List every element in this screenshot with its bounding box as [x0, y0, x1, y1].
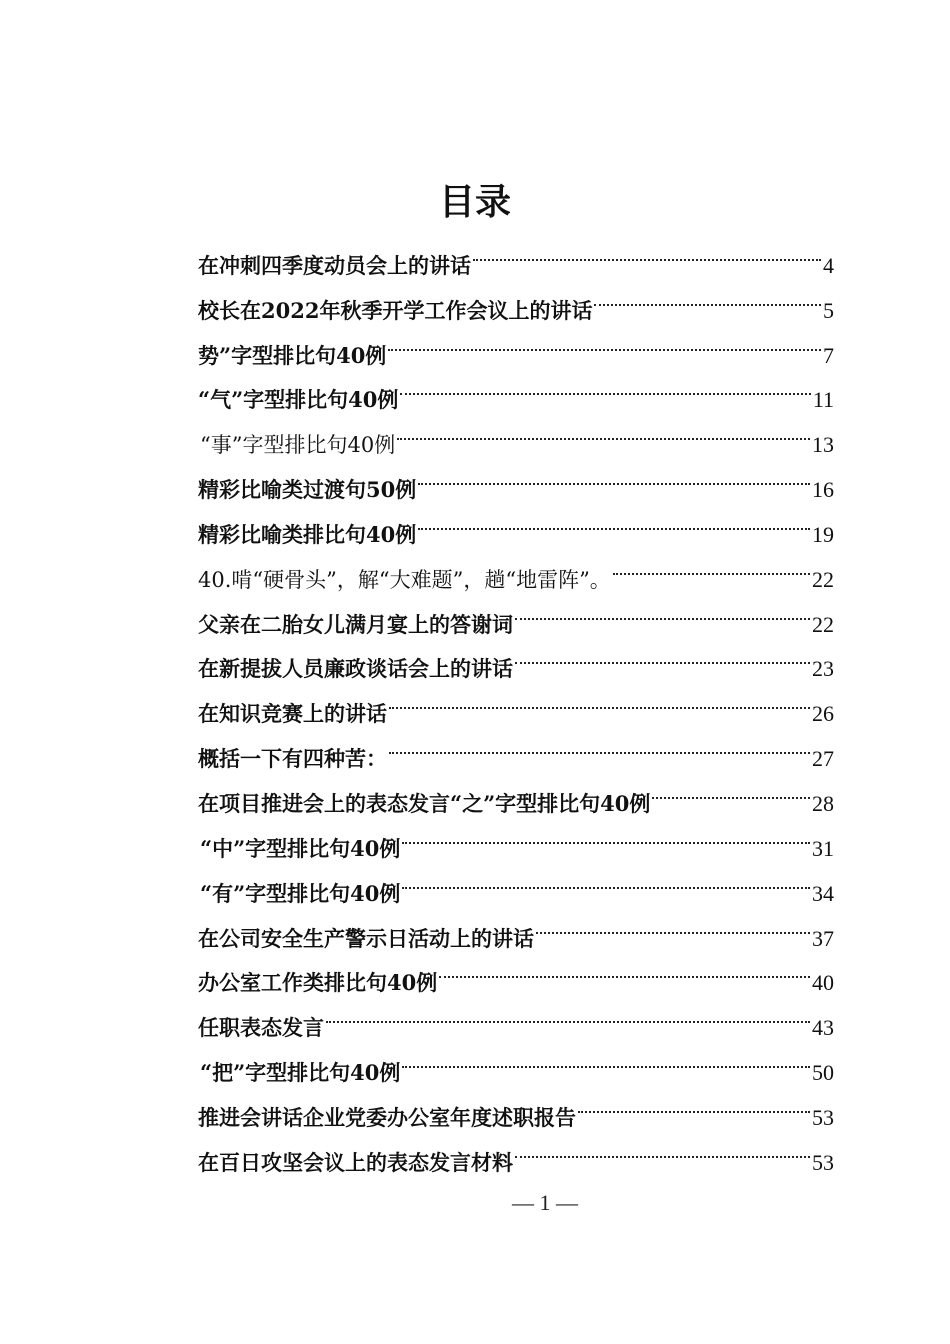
toc-entry-title: 精彩比喻类过渡句50例: [198, 477, 417, 503]
toc-entry-page: 28: [812, 790, 834, 816]
toc-entry-page: 37: [812, 925, 834, 951]
toc-entry-page: 31: [812, 835, 834, 861]
toc-entry-title: 在公司安全生产警示日活动上的讲话: [198, 925, 534, 951]
toc-entry-page: 22: [812, 611, 834, 637]
dot-leader: [578, 1080, 810, 1125]
dot-leader: [473, 228, 821, 273]
dot-leader: [400, 363, 810, 408]
toc-entry-title: “把”字型排比句40例: [200, 1060, 401, 1086]
dot-leader: [402, 811, 810, 856]
dot-leader: [652, 766, 810, 811]
dot-leader: [389, 676, 810, 721]
toc-entry-page: 19: [812, 521, 834, 547]
toc-entry-title: 在项目推进会上的表态发言“之”字型排比句40例: [198, 790, 651, 816]
dot-leader: [397, 407, 810, 452]
toc-entry-page: 4: [823, 252, 834, 278]
toc-entry-page: 40: [812, 970, 834, 996]
toc-entry-title: “中”字型排比句40例: [200, 835, 401, 861]
toc-entry-title: 任职表态发言: [198, 1015, 324, 1041]
page-number: — 1 —: [512, 1190, 578, 1215]
toc-entry[interactable]: [198, 228, 834, 278]
toc-entry-page: 7: [823, 342, 834, 368]
toc-entry-page: 5: [823, 297, 834, 323]
toc-entry-page: 11: [812, 387, 834, 413]
toc-entry-title: 校长在2022年秋季开学工作会议上的讲话: [198, 297, 593, 323]
toc-entry-title: 办公室工作类排比句40例: [198, 970, 438, 996]
dot-leader: [402, 1035, 810, 1080]
toc-entry-page: 53: [812, 1149, 834, 1175]
toc-entry-page: 22: [812, 566, 834, 592]
dot-leader: [515, 1125, 810, 1170]
dot-leader: [594, 273, 821, 318]
toc-entry-title: 父亲在二胎女儿满月宴上的答谢词: [198, 611, 513, 637]
dot-leader: [536, 901, 810, 946]
dot-leader: [515, 587, 810, 632]
dot-leader: [515, 632, 810, 677]
toc-entry-title: “有”字型排比句40例: [200, 880, 401, 906]
toc-entry-page: 43: [812, 1015, 834, 1041]
toc-entry-page: 26: [812, 701, 834, 727]
toc-entry-title: “事”字型排比句40例: [200, 433, 396, 458]
toc-entry-page: 27: [812, 746, 834, 772]
toc-entry-page: 13: [812, 432, 834, 458]
dot-leader: [418, 452, 810, 497]
toc-heading: 目录: [438, 181, 511, 223]
dot-leader: [326, 990, 810, 1035]
toc-entry-title: 在冲刺四季度动员会上的讲话: [198, 252, 471, 278]
toc-entry-page: 23: [812, 656, 834, 682]
toc-entry-page: 53: [812, 1104, 834, 1130]
toc-entry-title: 概括一下有四种苦：: [198, 746, 387, 772]
toc-entry-title: “气”字型排比句40例: [198, 387, 399, 413]
toc-entry-title: 精彩比喻类排比句40例: [198, 521, 417, 547]
toc-entry-title: 在新提拔人员廉政谈话会上的讲话: [198, 656, 513, 682]
toc-entry-title: 40.啃“硬骨头”，解“大难题”，趟“地雷阵”。: [198, 567, 611, 592]
dot-leader: [402, 856, 810, 901]
dot-leader: [388, 318, 821, 363]
toc-entry-page: 34: [812, 880, 834, 906]
toc-entry-page: 16: [812, 477, 834, 503]
toc-entry-title: 在知识竞赛上的讲话: [198, 701, 387, 727]
dot-leader: [439, 946, 810, 991]
toc-entry-title: 在百日攻坚会议上的表态发言材料: [198, 1149, 513, 1175]
toc-entry-title: 势”字型排比句40例: [198, 342, 387, 368]
toc-entry-title: 推进会讲话企业党委办公室年度述职报告: [198, 1104, 576, 1130]
table-of-contents: [198, 228, 834, 1175]
dot-leader: [613, 542, 810, 587]
dot-leader: [418, 497, 810, 542]
dot-leader: [389, 721, 810, 766]
toc-entry-page: 50: [812, 1060, 834, 1086]
